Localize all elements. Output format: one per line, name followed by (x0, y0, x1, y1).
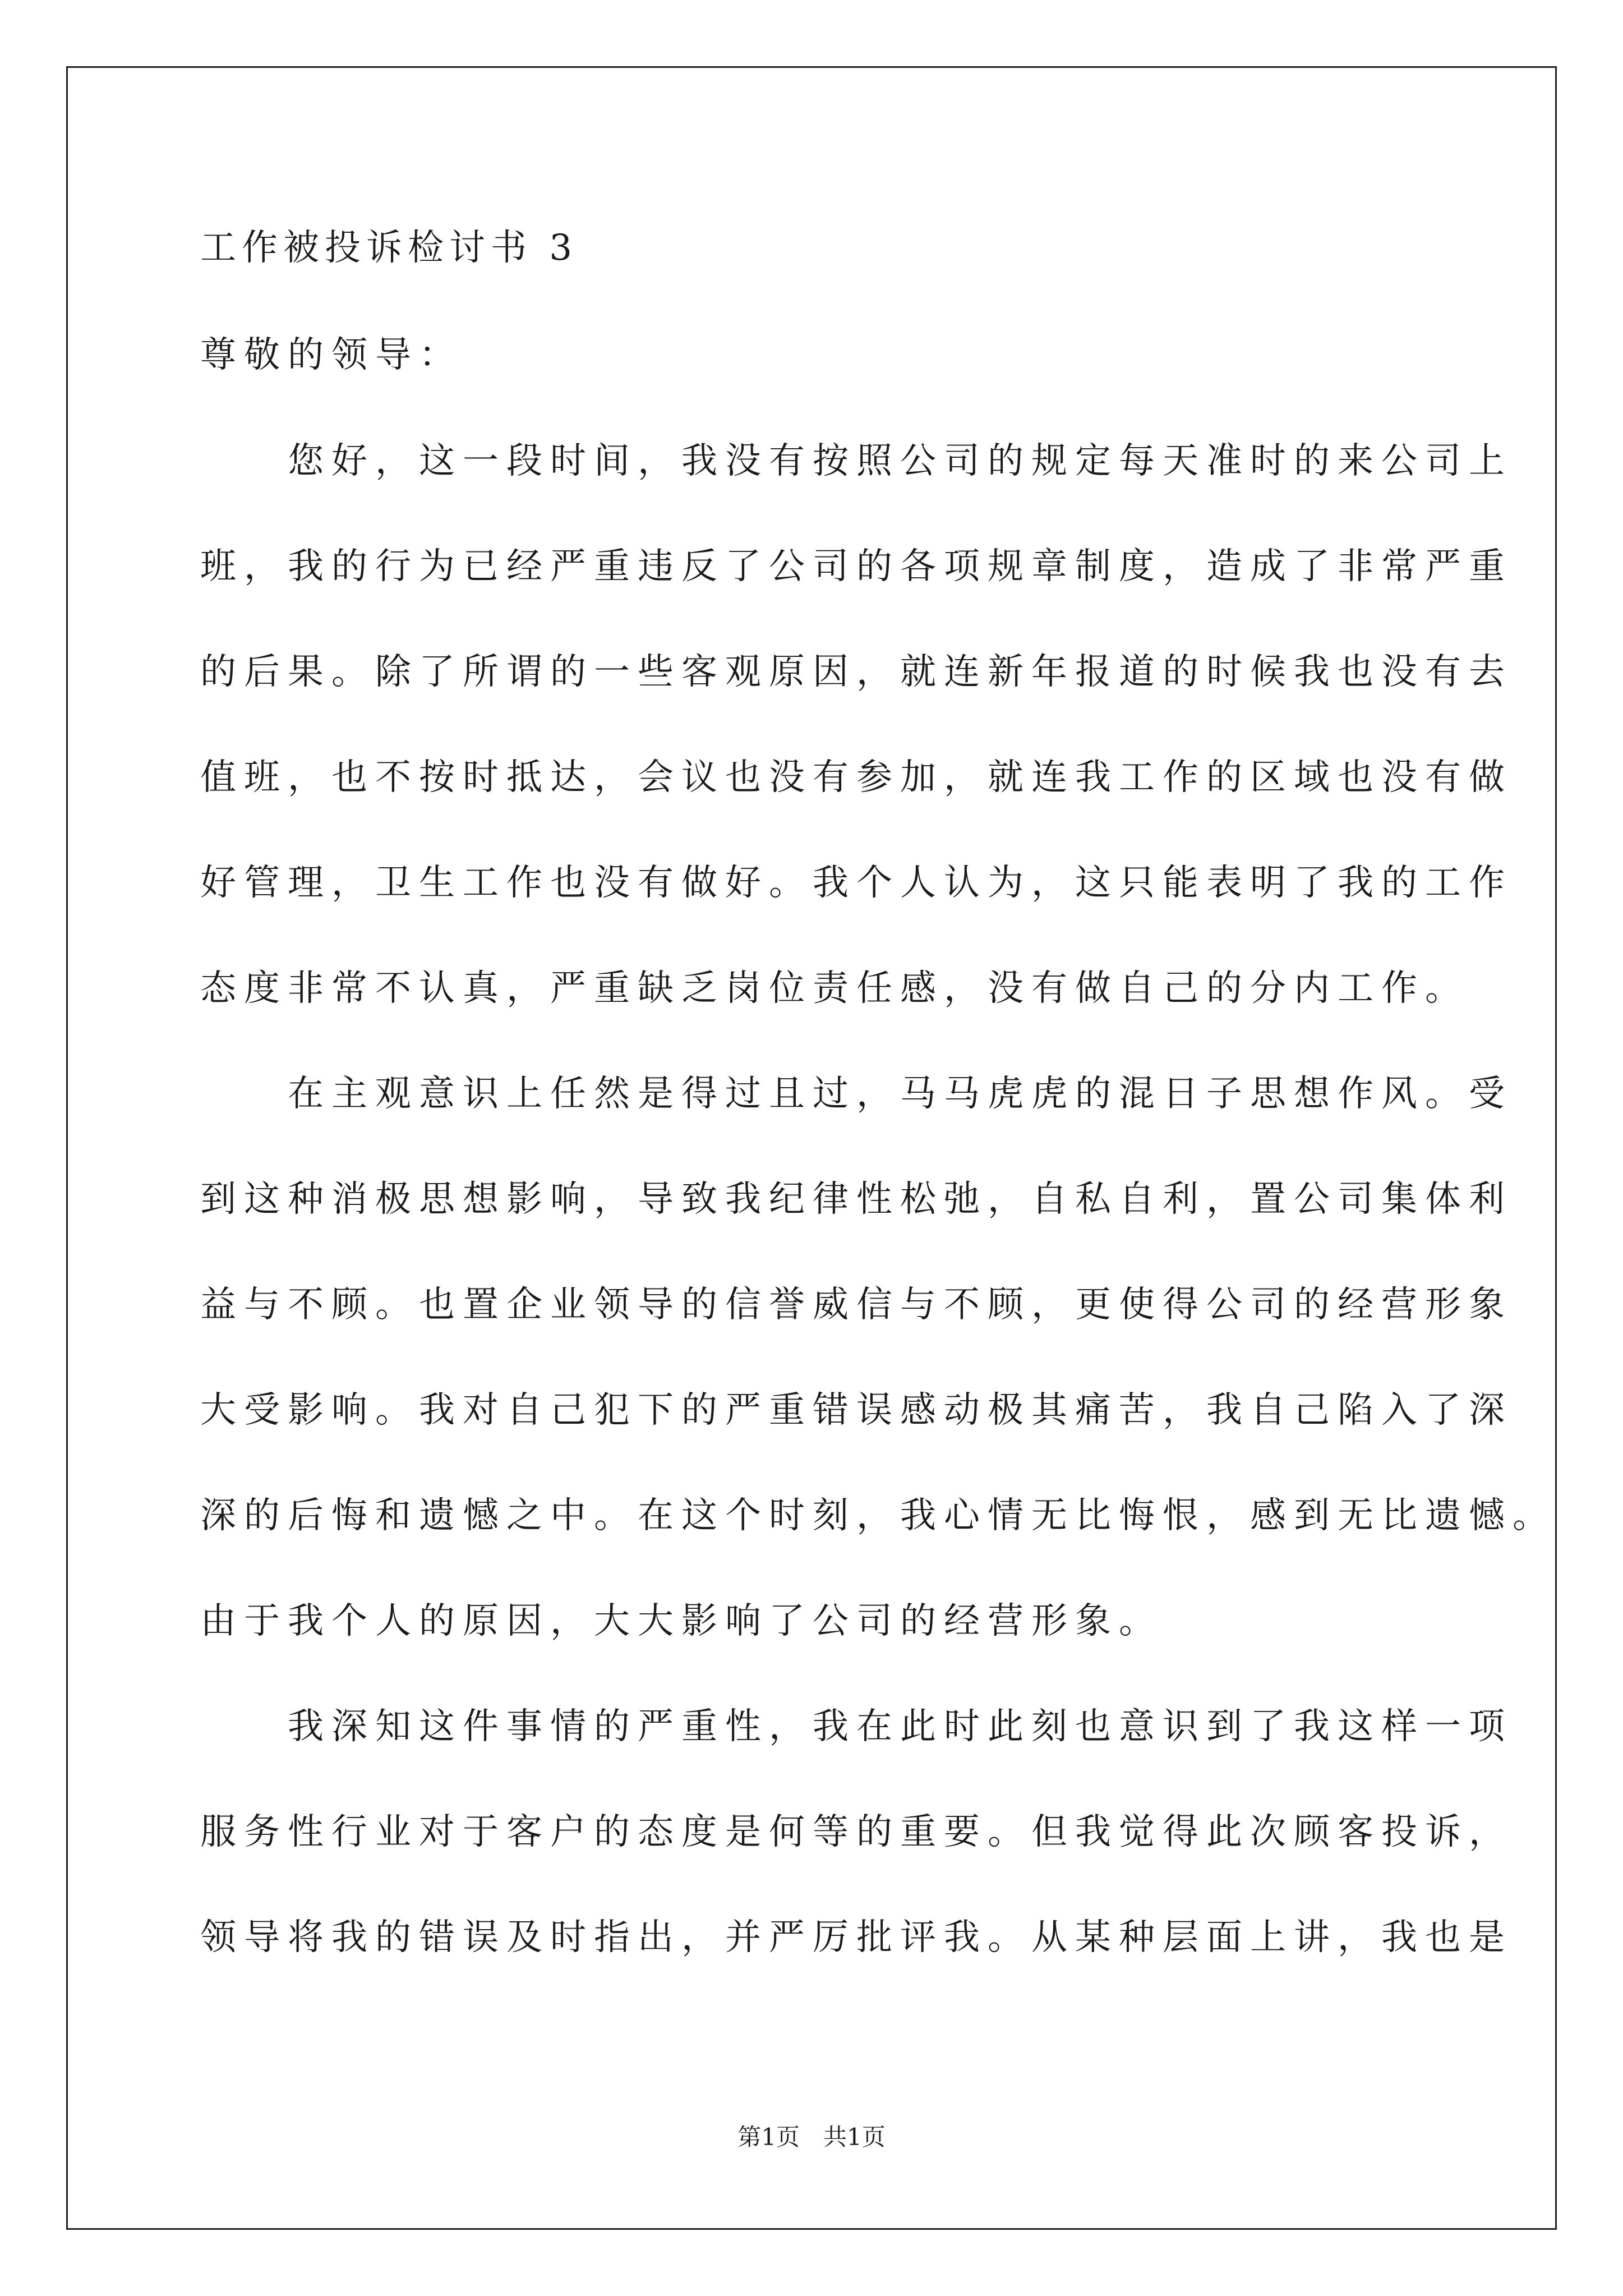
paragraph-line: 班，我的行为已经严重违反了公司的各项规章制度，造成了非常严重 (200, 546, 1513, 587)
paragraph-line: 您好，这一段时间，我没有按照公司的规定每天准时的来公司上 (200, 440, 1513, 482)
paragraph-line: 我深知这件事情的严重性，我在此时此刻也意识到了我这样一项 (200, 1706, 1513, 1747)
paragraph-line: 领导将我的错误及时指出，并严厉批评我。从某种层面上讲，我也是 (200, 1917, 1513, 1958)
page-border (66, 66, 1557, 2230)
salutation: 尊敬的领导： (200, 334, 463, 376)
paragraph-line: 服务性行业对于客户的态度是何等的重要。但我觉得此次顾客投诉， (200, 1811, 1513, 1853)
paragraph-line: 在主观意识上任然是得过且过，马马虎虎的混日子思想作风。受 (200, 1073, 1513, 1115)
paragraph-line: 到这种消极思想影响，导致我纪律性松弛，自私自利，置公司集体利 (200, 1179, 1513, 1220)
paragraph-line: 态度非常不认真，严重缺乏岗位责任感，没有做自己的分内工作。 (200, 968, 1469, 1009)
paragraph-line: 值班，也不按时抵达，会议也没有参加，就连我工作的区域也没有做 (200, 757, 1513, 798)
paragraph-line: 大受影响。我对自己犯下的严重错误感动极其痛苦，我自己陷入了深 (200, 1389, 1513, 1431)
paragraph-line: 的后果。除了所谓的一些客观原因，就连新年报道的时候我也没有去 (200, 651, 1513, 693)
paragraph-line: 由于我个人的原因，大大影响了公司的经营形象。 (200, 1600, 1163, 1642)
paragraph-line: 深的后悔和遗憾之中。在这个时刻，我心情无比悔恨，感到无比遗憾。 (200, 1495, 1556, 1536)
paragraph-line: 益与不顾。也置企业领导的信誉威信与不顾，更使得公司的经营形象 (200, 1284, 1513, 1326)
page-footer: 第1页 共1页 (737, 2123, 886, 2151)
paragraph-line: 好管理，卫生工作也没有做好。我个人认为，这只能表明了我的工作 (200, 862, 1513, 904)
document-title: 工作被投诉检讨书 3 (200, 227, 578, 269)
